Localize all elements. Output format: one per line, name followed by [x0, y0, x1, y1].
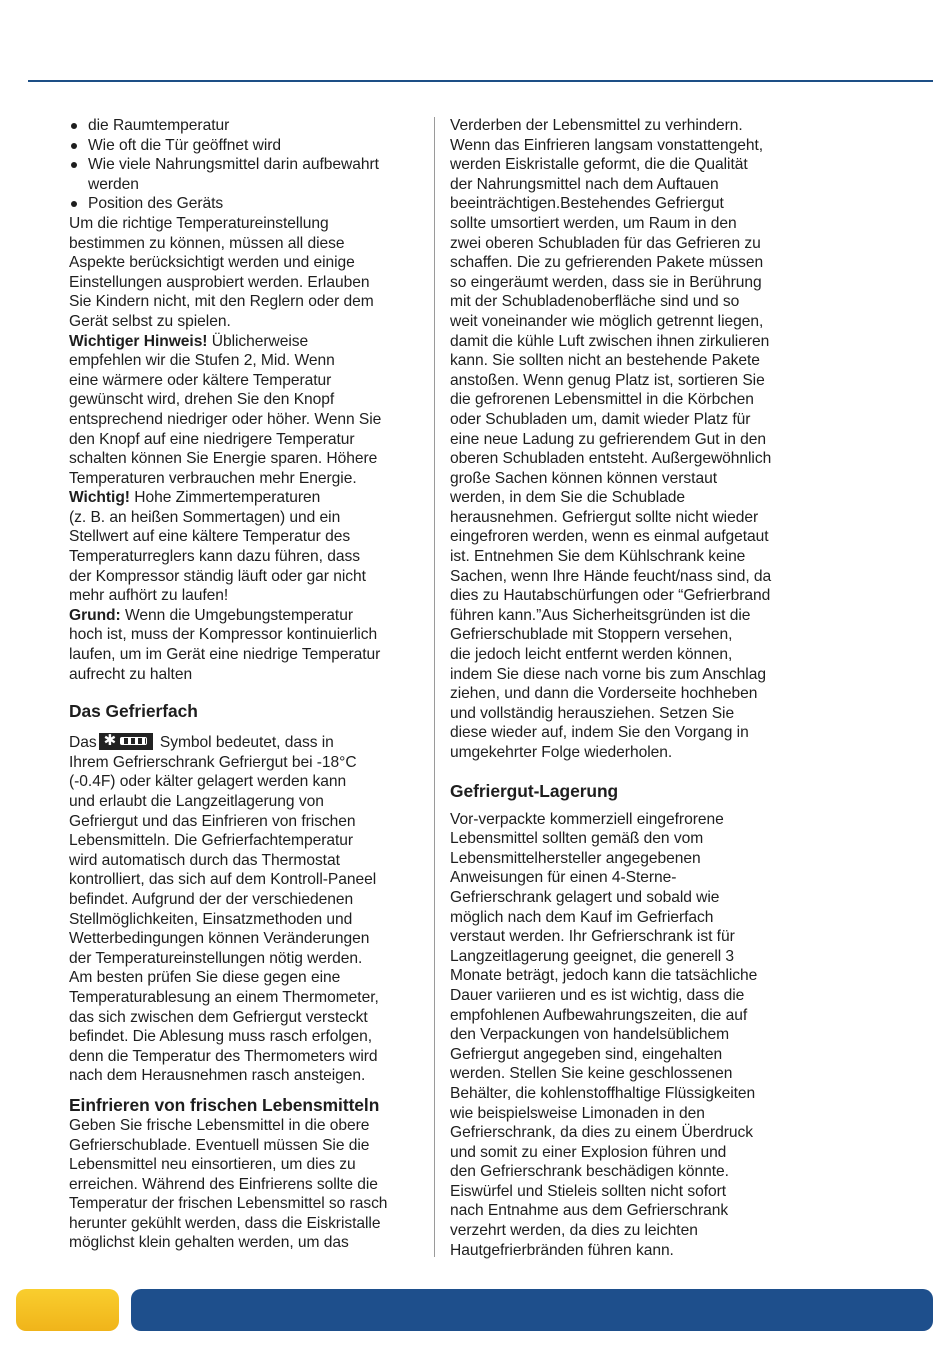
heading-freezer: Das Gefrierfach: [69, 701, 198, 722]
fresh-food-paragraph: Geben Sie frische Lebensmittel in die obere Gefrierschublade. Eventuell müssen Sie die Lebensmittel neu einsortieren, um dies zu erreichen. Während des Einfrierens sollte die Temperatur der frischen Lebensmittel so rasch herunter gekühlt werden, dass die Eiskristalle möglichst klein gehalten werden, um das: [69, 1116, 388, 1252]
footer-bar: [131, 1289, 933, 1331]
temperature-paragraph: Um die richtige Temperatureinstellung bestimmen zu können, müssen all diese Aspekte berücksichtigt werden und einige Einstellungen ausprobiert werden. Erlauben Sie Kindern nicht, mit den Reglern oder dem Gerät selbst zu spielen.: [69, 214, 374, 330]
column-divider: [434, 117, 435, 1257]
reason-text: Wenn die Umgebungstemperatur hoch ist, muss der Kompressor kontinuierlich laufen, um im Gerät eine niedrige Temperatur aufrecht zu halten: [69, 606, 381, 683]
freezer-paragraph: [69, 733, 425, 1086]
heading-storage: Gefriergut-Lagerung: [450, 780, 619, 801]
important-text: Hohe Zimmertemperaturen (z. B. an heißen Sommertagen) und ein Stellwert auf eine kältere Temperatur des Temperaturreglers kann dazu führen, dass der Kompressor ständig läuft oder gar nicht mehr aufhört zu laufen!: [69, 489, 366, 605]
header-rule: [28, 80, 933, 82]
important-paragraph: [69, 488, 425, 606]
list-item: Position des Geräts: [69, 194, 425, 214]
storage-paragraph: Vor-verpackte kommerziell eingefrorene Lebensmittel sollten gemäß den vom Lebensmittelhersteller angegebenen Anweisungen für einen 4-Sterne- Gefrierschrank gelagert und sobald wie möglich nach dem Kauf im Gefrierfach verstaut werden. Ihr Gefrierschrank ist für Langzeitlagerung geeignet, die generell 3 Monate beträgt, jedoch kann die tatsächliche Dauer variieren und es ist wichtig, dass die empfohlenen Aufbewahrungszeiten, die auf den Verpackungen von handelsüblichem Gefriergut angegeben sind, eingehalten werden. Stellen Sie keine geschlossenen Behälter, die kohlenstoffhaltige Flüssigkeiten wie beispielsweise Limonaden in den Gefrierschrank, da dies zu einem Überdruck und somit zu einer Explosion führen und den Gefrierschrank beschädigen könnte. Eiswürfel und Stieleis sollten nicht sofort nach Entnahme aus dem Gefrierschrank verzehrt werden, da dies zu leichten Hautgefrierbränden führen kann.: [450, 810, 758, 1259]
list-item: die Raumtemperatur: [69, 116, 425, 136]
important-label: Wichtig!: [69, 489, 130, 507]
freezing-continued-paragraph: Verderben der Lebensmittel zu verhindern. Wenn das Einfrieren langsam vonstattengeht, werden Eiskristalle geformt, die die Qualität der Nahrungsmittel nach dem Auftauen beeinträchtigen.Bestehendes Gefriergut sollte umsortiert werden, um Raum in den zwei oberen Schubladen für das Gefrieren zu schaffen. Die zu gefrierenden Pakete müssen so eingeräumt werden, dass sie in Berührung mit der Schubladenoberfläche sind und so weit voneinander wie möglich getrennt liegen, damit die kühle Luft zwischen ihnen zirkulieren kann. Sie sollten nicht an bestehende Pakete anstoßen. Wenn genug Platz ist, sortieren Sie die gefrorenen Lebensmittel in die Körbchen oder Schubladen um, damit wieder Platz für eine neue Ladung zu gefrierendem Gut in den oberen Schubladen entsteht. Außergewöhnlich große Sachen können können verstaut werden, in dem Sie die Schublade herausnehmen. Gefriergut sollte nicht wieder eingefroren werden, wenn es einmal aufgetaut ist. Entnehmen Sie dem Kühlschrank keine Sachen, wenn Ihre Hände feucht/nass sind, da dies zu Hautabschürfungen oder “Gefrierbrand führen kann.”Aus Sicherheitsgründen ist die Gefrierschublade mit Stoppern versehen, die jedoch leicht entfernt werden können, indem Sie diese nach vorne bis zum Anschlag ziehen, und dann die Vorderseite hochheben und vollständig herausziehen. Setzen Sie diese wieder auf, indem Sie den Vorgang in umgekehrter Folge wiederholen.: [450, 117, 772, 761]
list-item: Wie oft die Tür geöffnet wird: [69, 136, 425, 156]
important-note-text: Üblicherweise empfehlen wir die Stufen 2, Mid. Wenn eine wärmere oder kältere Temperatur gewünscht wird, drehen Sie den Knopf entsprechend niedriger oder höher. Wenn Sie den Knopf auf eine niedrigere Temperatur schalten können Sie Energie sparen. Höhere Temperaturen verbrauchen mehr Energie.: [69, 332, 382, 487]
reason-label: Grund:: [69, 606, 121, 624]
right-column: [450, 116, 802, 1260]
freezer-intro-rest: Symbol bedeutet, dass in Ihrem Gefrierschrank Gefriergut bei -18°C (-0.4F) oder kälter gelagert werden kann und erlaubt die Langzeitlagerung von Gefriergut und das Einfrieren von frischen Lebensmitteln. Die Gefrierfachtemperatur wird automatisch durch das Thermostat kontrolliert, das sich auf dem Kontroll-Paneel befindet. Aufgrund der der verschiedenen Stellmöglichkeiten, Einsatzmethoden und Wetterbedingungen können Veränderungen der Temperatureinstellungen nötig werden. Am besten prüfen Sie diese gegen eine Temperaturablesung an einem Thermometer, das sich zwischen dem Gefriergut versteckt befindet. Die Ablesung muss rasch erfolgen, denn die Temperatur des Thermometers wird nach dem Herausnehmen rasch ansteigen.: [69, 734, 379, 1085]
important-note-label: Wichtiger Hinweis!: [69, 332, 208, 350]
important-note-paragraph: [69, 332, 425, 489]
factor-list: [69, 116, 425, 214]
footer-page-tab: [16, 1289, 119, 1331]
four-star-freezer-icon: ✱: [99, 733, 153, 750]
left-column: [69, 116, 425, 1253]
reason-paragraph: [69, 606, 425, 684]
heading-fresh-food: Einfrieren von frischen Lebensmitteln: [69, 1094, 380, 1115]
list-item: Wie viele Nahrungsmittel darin aufbewahrt werden: [69, 155, 425, 194]
freezer-intro-start: Das: [69, 734, 97, 752]
